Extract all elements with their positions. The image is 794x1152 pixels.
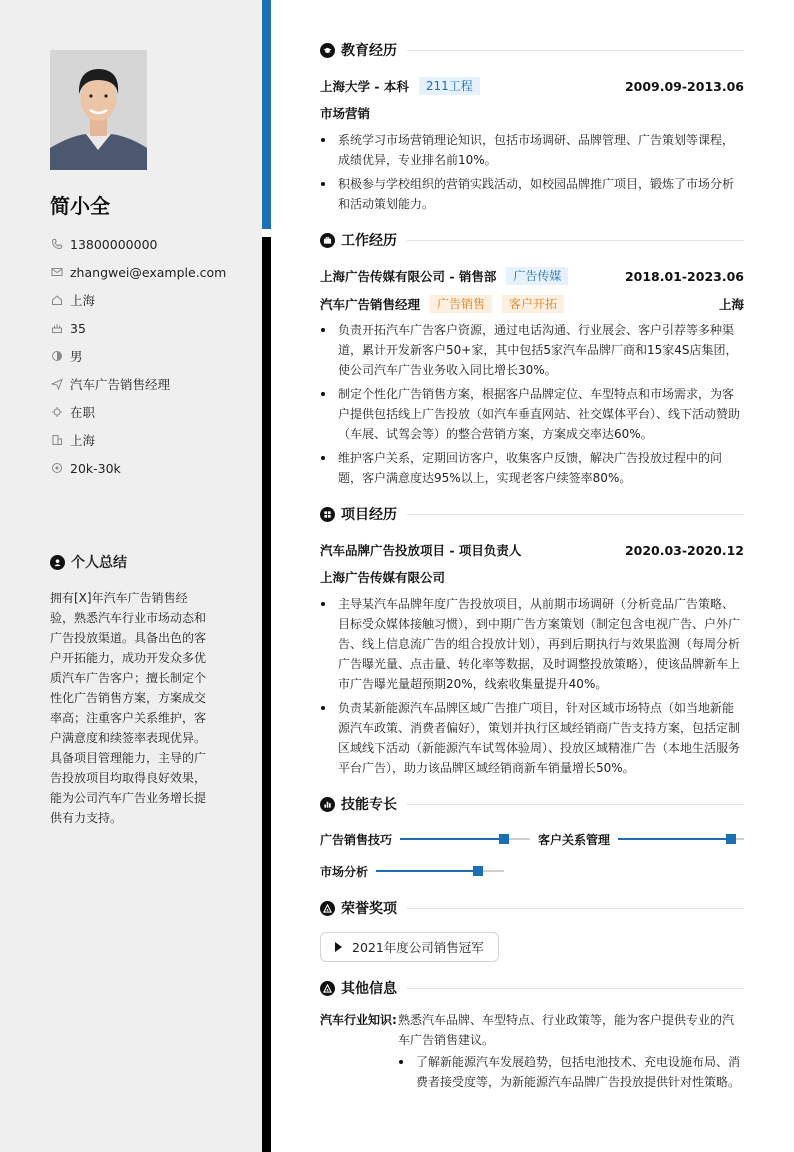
major: 市场营销 [320, 106, 371, 121]
work-city: 上海 [718, 297, 744, 312]
education-date: 2009.09-2013.06 [624, 78, 744, 94]
school-tag: 211工程 [419, 77, 480, 95]
awards-title: 荣誉奖项 [341, 901, 397, 917]
accent-stripe-black [262, 237, 271, 1152]
project-company: 上海广告传媒有限公司 [320, 570, 446, 585]
work-bullets [320, 320, 744, 488]
target-job-text: 汽车广告销售经理 [70, 377, 171, 392]
skill-knob [726, 834, 736, 844]
position-name: 汽车广告销售经理 [320, 297, 421, 312]
award-item [320, 932, 499, 962]
info-age [50, 314, 250, 342]
school-name: 上海大学 - 本科 [320, 79, 409, 94]
position-tag: 客户开拓 [502, 295, 564, 313]
phone-icon [50, 237, 64, 251]
home-icon [50, 293, 64, 307]
info-location [50, 286, 250, 314]
bar-chart-icon [320, 797, 335, 812]
education-heading [320, 38, 744, 62]
location-text: 上海 [70, 293, 96, 308]
age-text: 35 [70, 320, 86, 336]
grid-icon [320, 507, 335, 522]
email-text: zhangwei@example.com [70, 264, 227, 280]
education-bullets [320, 130, 744, 214]
project-section [320, 502, 744, 778]
info-target-job [50, 370, 250, 398]
divider [407, 804, 744, 805]
info-salary [50, 454, 250, 482]
company-tag: 广告传媒 [506, 267, 568, 285]
awards-section [320, 896, 744, 962]
skill-label: 客户关系管理 [538, 832, 611, 847]
summary-text: 拥有[X]年汽车广告销售经验，熟悉汽车行业市场动态和广告投放渠道。具备出色的客户开拓能力，成功开发众多优质汽车广告客户；擅长制定个性化广告销售方案，方案成交率高；注重客户关系维护，客户满意度和续签率表现优异。具备项目管理能力，主导的广告投放项目均取得良好效果，能为公司汽车广告业务增长提供有力支持。 [50, 591, 207, 825]
briefcase-icon [320, 233, 335, 248]
other-title: 其他信息 [341, 981, 397, 997]
project-name: 汽车品牌广告投放项目 - 项目负责人 [320, 543, 522, 558]
awards-heading [320, 896, 744, 920]
sidebar [0, 0, 262, 1152]
skills-title: 技能专长 [341, 797, 397, 813]
work-position-row [320, 290, 744, 318]
work-title: 工作经历 [341, 233, 397, 249]
graduation-cap-icon [320, 43, 335, 58]
work-section [320, 228, 744, 488]
education-section [320, 38, 744, 214]
status-text: 在职 [70, 405, 96, 420]
divider [407, 514, 744, 515]
skill-label: 市场分析 [320, 864, 369, 879]
skill-item [538, 830, 744, 848]
position-tag: 广告销售 [430, 295, 492, 313]
list-item: 负责某新能源汽车品牌区域广告推广项目，针对区域市场特点（如当地新能源汽车政策、消费者偏好），策划并执行区域经销商广告支持方案，包括定制区域线下活动（新能源汽车试驾体验周）、投放区域精准广告（本地生活服务平台广告），助力该品牌区域经销商新车销量增长50%。 [320, 698, 744, 778]
portrait-illustration [50, 50, 147, 170]
info-icon [320, 981, 335, 996]
skills-list [320, 826, 744, 890]
list-item: 制定个性化广告销售方案，根据客户品牌定位、车型特点和市场需求，为客户提供包括线上广告投放（如汽车垂直网站、社交媒体平台）、线下活动赞助（车展、试驾会等）的整合营销方案，方案成交率达60%。 [320, 384, 744, 444]
main-content [320, 38, 744, 1106]
mail-icon [50, 265, 64, 279]
other-value: 熟悉汽车品牌、车型特点、行业政策等，能为客户提供专业的汽车广告销售建议。 [398, 1013, 735, 1047]
skill-item [320, 862, 504, 880]
list-item: 主导某汽车品牌年度广告投放项目，从前期市场调研（分析竞品广告策略、目标受众媒体接触习惯），到中期广告方案策划（制定包含电视广告、户外广告、线上信息流广告的组合投放计划），再到后期执行与效果监测（每周分析广告曝光量、点击量、转化率等数据，及时调整投放策略），使该品牌新车上市广告曝光量超预期20%，线索收集量提升40%。 [320, 594, 744, 694]
list-item: 积极参与学校组织的营销实践活动，如校园品牌推广项目，锻炼了市场分析和活动策划能力。 [320, 174, 744, 214]
skill-label: 广告销售技巧 [320, 832, 393, 847]
info-target-city [50, 426, 250, 454]
other-heading [320, 976, 744, 1000]
info-gender [50, 342, 250, 370]
skill-knob [499, 834, 509, 844]
accent-stripe-blue [262, 0, 271, 229]
contact-info [50, 230, 250, 482]
skill-track [376, 870, 504, 872]
summary-title-text: 个人总结 [71, 555, 127, 571]
skill-fill [618, 838, 731, 840]
award-icon [320, 901, 335, 916]
list-item: 负责开拓汽车广告客户资源，通过电话沟通、行业展会、客户引荐等多种渠道，累计开发新客户50+家，其中包括5家汽车品牌厂商和15家4S店集团，使公司汽车广告业务收入同比增长30%。 [320, 320, 744, 380]
education-title: 教育经历 [341, 43, 397, 59]
list-item: 维护客户关系，定期回访客户，收集客户反馈，解决广告投放过程中的问题，客户满意度达95%以上，实现老客户续签率80%。 [320, 448, 744, 488]
target-city-text: 上海 [70, 433, 96, 448]
project-date: 2020.03-2020.12 [624, 542, 744, 558]
education-header-row [320, 72, 744, 100]
work-date: 2018.01-2023.06 [624, 268, 744, 284]
list-item: 了解新能源汽车发展趋势，包括电池技术、充电设施布局、消费者接受度等，为新能源汽车品牌广告投放提供针对性策略。 [398, 1052, 744, 1092]
project-bullets [320, 594, 744, 778]
award-text: 2021年度公司销售冠军 [352, 940, 484, 955]
work-heading [320, 228, 744, 252]
skill-track [618, 838, 744, 840]
gender-icon [50, 349, 64, 363]
info-status [50, 398, 250, 426]
divider [407, 908, 744, 909]
candidate-name: 简小全 [50, 194, 110, 218]
divider [407, 240, 744, 241]
profile-photo [50, 50, 147, 170]
other-row [320, 1010, 744, 1050]
send-icon [50, 377, 64, 391]
gender-text: 男 [70, 349, 83, 364]
info-email [50, 258, 250, 286]
building-icon [50, 433, 64, 447]
salary-text: 20k-30k [70, 460, 121, 476]
divider [407, 988, 744, 989]
other-label: 汽车行业知识: [320, 1013, 397, 1027]
project-heading [320, 502, 744, 526]
skill-track [400, 838, 530, 840]
project-title: 项目经历 [341, 507, 397, 523]
project-header-row [320, 536, 744, 564]
other-bullets [398, 1052, 744, 1092]
summary-heading [50, 552, 127, 572]
phone-text: 13800000000 [70, 236, 158, 252]
other-section [320, 976, 744, 1092]
work-header-row [320, 262, 744, 290]
skill-fill [376, 870, 478, 872]
skill-item [320, 830, 530, 848]
skills-heading [320, 792, 744, 816]
status-icon [50, 405, 64, 419]
divider [407, 50, 744, 51]
cake-icon [50, 321, 64, 335]
user-icon [50, 555, 65, 570]
skill-fill [400, 838, 504, 840]
list-item: 系统学习市场营销理论知识，包括市场调研、品牌管理、广告策划等课程，成绩优异，专业排名前10%。 [320, 130, 744, 170]
play-icon [335, 942, 342, 952]
skill-knob [473, 866, 483, 876]
company-name: 上海广告传媒有限公司 - 销售部 [320, 269, 497, 284]
salary-icon [50, 461, 64, 475]
skills-section [320, 792, 744, 890]
info-phone [50, 230, 250, 258]
